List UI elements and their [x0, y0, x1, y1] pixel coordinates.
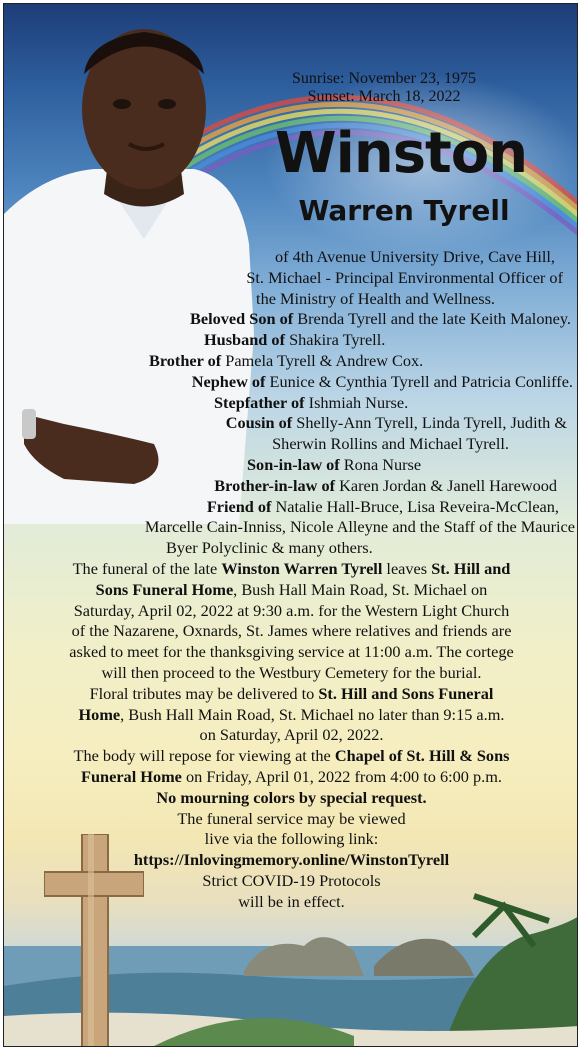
funeral-details: Saturday, April 02, 2022 at 9:30 a.m. for the Western Light Church [73, 600, 510, 620]
relation-friend-cont: Marcelle Cain-Inniss, Nicole Alleyne and the Staff of the Maurice [144, 517, 575, 537]
relation-cousin: Cousin of Shelly-Ann Tyrell, Linda Tyrell, Judith & [225, 413, 567, 433]
funeral-details: will then proceed to the Westbury Cemetery for the burial. [101, 662, 482, 682]
address-line: St. Michael - Principal Environmental Officer of [246, 267, 563, 287]
sunset-date: Sunset: March 18, 2022 [307, 88, 461, 105]
mourning-note: No mourning colors by special request. [156, 787, 427, 807]
covid-note: will be in effect. [238, 891, 345, 911]
rock [374, 939, 474, 976]
floral-tributes: Floral tributes may be delivered to St. Hill and Sons Funeral [89, 683, 494, 703]
stream-note: The funeral service may be viewed [177, 808, 406, 828]
viewing-details: Funeral Home on Friday, April 01, 2022 from 4:00 to 6:00 p.m. [81, 766, 502, 786]
funeral-details: asked to meet for the thanksgiving service at 11:00 a.m. The cortege [69, 642, 514, 662]
relation-cousin-cont: Sherwin Rollins and Michael Tyrell. [272, 434, 509, 454]
obituary-notice [3, 3, 578, 1047]
rock [244, 937, 364, 976]
obituary-body [4, 247, 578, 913]
funeral-details: of the Nazarene, Oxnards, St. James where relatives and friends are [71, 621, 512, 641]
last-name-heading: Warren Tyrell [298, 194, 510, 227]
covid-note: Strict COVID-19 Protocols [202, 870, 381, 890]
relation-friend-cont: Byer Polyclinic & many others. [166, 538, 373, 558]
relation-son: Beloved Son of Brenda Tyrell and the late Keith Maloney. [190, 309, 571, 329]
livestream-link[interactable]: https://Inlovingmemory.online/WinstonTyrell [133, 850, 450, 870]
relation-friend: Friend of Natalie Hall-Bruce, Lisa Reveira-McClean, [206, 496, 559, 516]
dates-block [269, 70, 499, 106]
relation-nephew: Nephew of Eunice & Cynthia Tyrell and Patricia Conliffe. [191, 371, 573, 391]
relation-brother: Brother of Pamela Tyrell & Andrew Cox. [149, 350, 424, 370]
viewing-details: The body will repose for viewing at the Chapel of St. Hill & Sons [73, 746, 510, 766]
floral-tributes: on Saturday, April 02, 2022. [199, 725, 384, 745]
relation-brother-in-law: Brother-in-law of Karen Jordan & Janell Harewood [214, 475, 557, 495]
address-line: of 4th Avenue University Drive, Cave Hill, [274, 247, 555, 266]
relation-son-in-law: Son-in-law of Rona Nurse [247, 454, 422, 474]
first-name-heading: Winston [274, 121, 528, 186]
funeral-details: Sons Funeral Home, Bush Hall Main Road, St. Michael on [95, 579, 488, 599]
relation-stepfather: Stepfather of Ishmiah Nurse. [214, 392, 409, 412]
relation-husband: Husband of Shakira Tyrell. [204, 330, 386, 350]
stream-note: live via the following link: [204, 829, 379, 849]
address-line: the Ministry of Health and Wellness. [256, 288, 495, 308]
floral-tributes: Home, Bush Hall Main Road, St. Michael no later than 9:15 a.m. [78, 704, 505, 724]
funeral-details: The funeral of the late Winston Warren Tyrell leaves St. Hill and [72, 558, 511, 578]
sunrise-date: Sunrise: November 23, 1975 [292, 70, 476, 87]
